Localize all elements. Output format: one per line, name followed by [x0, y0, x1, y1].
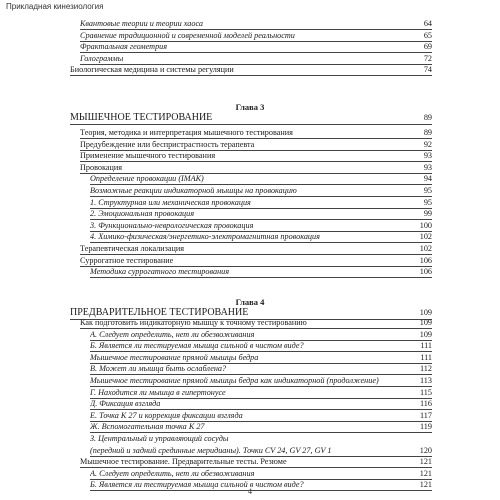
entry-title: А. Следует определить, нет ли обезвоживания — [90, 329, 255, 339]
toc-entry — [80, 54, 432, 65]
entry-title: Г. Находится ли мышца в гипертонусе — [90, 387, 226, 397]
entry-page: 106 — [419, 255, 432, 265]
entry-page: 74 — [423, 65, 432, 75]
entry-page: 109 — [419, 329, 432, 339]
entry-title: Мышечное тестирование прямой мышцы бедра как индикаторной (продолжение) — [90, 376, 379, 385]
chapter-title-text: ПРЕДВАРИТЕЛЬНОЕ ТЕСТИРОВАНИЕ — [70, 307, 249, 318]
toc-entry — [80, 42, 432, 53]
entry-page: 72 — [423, 53, 432, 63]
toc-entry — [90, 388, 432, 399]
toc-entry — [90, 469, 432, 480]
toc-entry — [80, 140, 432, 151]
entry-page: 109 — [419, 318, 432, 327]
entry-title: 1. Структурная или механическая провокация — [90, 197, 251, 207]
toc-entry — [90, 364, 432, 375]
toc-entry — [90, 267, 432, 278]
entry-title: Б. Является ли тестируемая мышца сильной в чистом виде? — [90, 341, 304, 351]
entry-page: 115 — [420, 387, 432, 397]
entry-title: Д. Фиксация взгляда — [90, 399, 161, 409]
entry-page: 64 — [423, 19, 432, 28]
entry-page: 106 — [419, 267, 432, 277]
entry-page: 121 — [419, 480, 432, 490]
entry-title: Голограммы — [80, 53, 124, 63]
entry-page: 113 — [420, 376, 432, 385]
toc-entry — [90, 376, 432, 387]
toc-entry — [90, 174, 432, 185]
entry-title: 3. Функционально-неврологическая провокация — [90, 220, 254, 230]
toc-entry — [90, 446, 432, 457]
toc-entry — [80, 244, 432, 255]
entry-page: 120 — [419, 445, 432, 455]
entry-title: Методика суррогатного тестирования — [90, 267, 230, 277]
entry-title: (передний и задний срединные меридианы). Точки CV 24, GV 27, GV 1 — [90, 445, 332, 455]
entry-page: 65 — [423, 30, 432, 40]
entry-page: 93 — [423, 151, 432, 161]
entry-title: А. Следует определить, нет ли обезвоживания — [90, 468, 255, 478]
toc-entry — [80, 151, 432, 162]
entry-title: 4. Химико-физическая/энергетико-электромагнитная провокация — [90, 232, 320, 242]
entry-page: 93 — [423, 162, 432, 172]
entry-title: Фрактальная геометрия — [80, 42, 168, 52]
entry-page: 121 — [419, 468, 432, 478]
chapter-label: Глава 4 — [235, 297, 265, 307]
entry-page: 89 — [423, 128, 432, 137]
page-number: 4 — [248, 487, 252, 496]
toc-entry — [90, 221, 432, 232]
entry-page: 69 — [423, 42, 432, 52]
entry-title: Как подготовить индикаторную мышцу к точному тестированию — [80, 318, 307, 327]
entry-title: Мышечное тестирование. Предварительные тесты. Резюме — [80, 457, 287, 467]
chapter-title-page: 89 — [423, 113, 432, 122]
entry-title: З. Центральный и управляющий сосуды — [90, 434, 229, 443]
entry-title: Суррогатное тестирование — [80, 255, 174, 265]
entry-page: 95 — [423, 186, 432, 195]
entry-title: Б. Является ли тестируемая мышца сильной в чистом виде? — [90, 480, 304, 490]
toc-entry — [90, 399, 432, 410]
toc-entry — [90, 198, 432, 209]
entry-title: Определение провокации (IMAK) — [90, 174, 204, 184]
entry-page: 102 — [419, 244, 432, 253]
entry-page: 92 — [423, 139, 432, 149]
entry-title: Провокация — [80, 162, 123, 172]
toc-entry — [80, 19, 432, 30]
toc-entry — [90, 209, 432, 220]
entry-page: 102 — [419, 232, 432, 242]
entry-page: 117 — [420, 410, 432, 420]
entry-title: Биологическая медицина и системы регуляции — [70, 65, 234, 75]
entry-title: В. Может ли мышца быть ослаблена? — [90, 364, 227, 374]
entry-page: 94 — [423, 174, 432, 184]
toc-entry — [90, 232, 432, 243]
toc-entry — [80, 318, 432, 329]
entry-page: 112 — [420, 364, 432, 374]
entry-page: 100 — [419, 220, 432, 230]
entry-page: 111 — [420, 341, 432, 351]
entry-page: 95 — [423, 197, 432, 207]
chapter-title-page: 109 — [419, 308, 432, 317]
toc-entry — [80, 256, 432, 267]
entry-page: 121 — [419, 457, 432, 467]
toc-entry — [90, 422, 432, 433]
toc-entry — [90, 353, 432, 364]
entry-page: 99 — [423, 209, 432, 219]
entry-page: 116 — [420, 399, 432, 409]
toc-entry — [80, 128, 432, 139]
toc-entry — [90, 186, 432, 197]
toc-entry — [70, 65, 432, 76]
toc-entry — [90, 330, 432, 341]
toc-entry — [80, 31, 432, 42]
running-header: Прикладная кинезиология — [6, 2, 104, 11]
toc-entry — [80, 457, 432, 468]
entry-title: Теория, методика и интерпретация мышечного тестирования — [80, 128, 293, 137]
toc-entry — [90, 411, 432, 422]
entry-title: Ж. Вспомогательная точка K 27 — [90, 422, 205, 432]
entry-title: 2. Эмоциональная провокация — [90, 209, 195, 219]
entry-page: 119 — [420, 422, 432, 432]
entry-title: Сравнение традиционной и современной моделей реальности — [80, 30, 295, 40]
entry-title: Применение мышечного тестирования — [80, 151, 216, 161]
entry-title: Предубеждение или беспристрастность терапевта — [80, 139, 255, 149]
chapter-title — [70, 112, 432, 125]
entry-title: Терапевтическая локализация — [80, 244, 185, 253]
entry-page: 111 — [420, 352, 432, 362]
entry-title: Е. Точка K 27 и коррекция фиксации взгляда — [90, 410, 243, 420]
chapter-title-text: МЫШЕЧНОЕ ТЕСТИРОВАНИЕ — [70, 112, 213, 123]
toc-entry — [80, 163, 432, 174]
toc-entry — [90, 341, 432, 352]
entry-title: Квантовые теории и теории хаоса — [80, 19, 203, 28]
toc-entry — [90, 434, 432, 444]
chapter-label: Глава 3 — [235, 102, 265, 112]
entry-title: Мышечное тестирование прямой мышцы бедра — [90, 352, 259, 362]
entry-title: Возможные реакции индикаторной мышцы на провокацию — [90, 186, 297, 195]
